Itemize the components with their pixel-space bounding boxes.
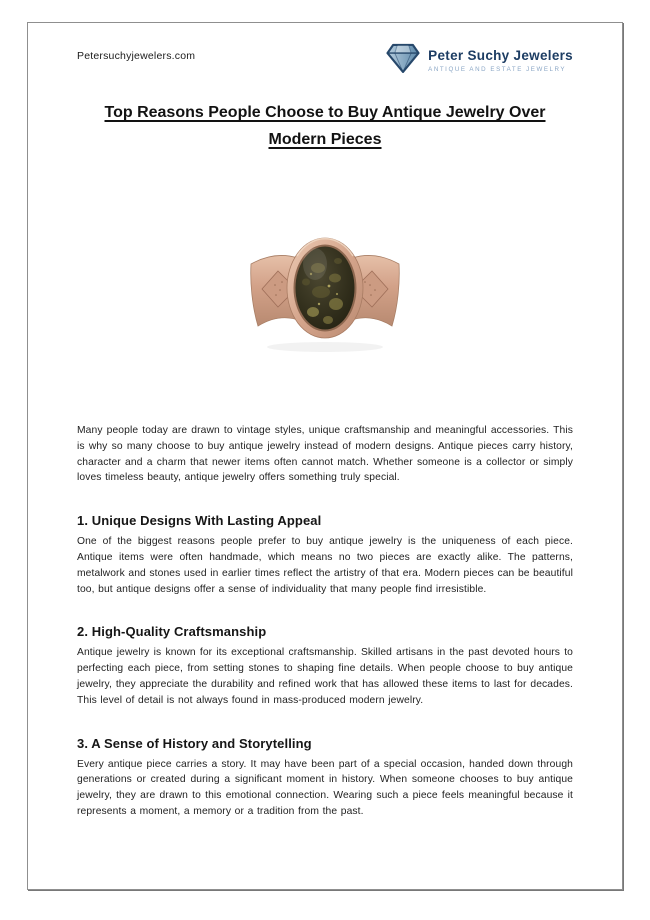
section-3-heading: 3. A Sense of History and Storytelling xyxy=(77,735,312,751)
section-3-paragraph: Every antique piece carries a story. It may have been part of a special occasion, handed down through generations or created during a significant moment in history. When someone chooses to buy antique jewelry, they are drawn to this emotional connection. Wearing such a piece feels meaningful because it represents a moment, a memory or a tradition from the past. xyxy=(77,758,573,817)
section-2-paragraph: Antique jewelry is known for its exceptional craftsmanship. Skilled artisans in the past devoted hours to perfecting each piece, from setting stones to shaping fine details. When people choose to buy antique jewelry, they appreciate the durability and refined work that has allowed these items to last for decades. This level of detail is not always found in mass-produced modern jewelry. xyxy=(77,647,573,706)
page-header xyxy=(77,41,573,81)
intro-paragraph: Many people today are drawn to vintage styles, unique craftsmanship and meaningful accessories. This is why so many choose to buy antique jewelry instead of modern designs. Antique pieces carry history, character and a charm that newer items often cannot match. Whether someone is a collector or simply loves timeless beauty, antique jewelry offers something truly special. xyxy=(77,425,573,484)
antique-ring-illustration xyxy=(249,230,401,354)
brand-logo xyxy=(385,41,573,80)
article-title-line2: Modern Pieces xyxy=(268,131,382,148)
brand-text-block xyxy=(428,48,573,73)
section-3 xyxy=(77,736,573,820)
section-2 xyxy=(77,624,573,708)
section-1-paragraph: One of the biggest reasons people prefer to buy antique jewelry is the uniqueness of each piece. Antique items were often handmade, which means no two pieces are exactly alike. The patterns, metalwork and stones used in earlier times reflect the artistry of that era. Modern pieces can be beautiful too, but antique designs offer a sense of individuality that many people find irresistible. xyxy=(77,536,573,595)
section-1-heading: 1. Unique Designs With Lasting Appeal xyxy=(77,513,322,529)
article-title xyxy=(77,99,573,153)
website-url: Petersuchyjewelers.com xyxy=(77,50,196,62)
brand-name: Peter Suchy Jewelers xyxy=(428,48,573,64)
section-2-heading: 2. High-Quality Craftsmanship xyxy=(77,624,267,640)
diamond-logo-icon xyxy=(385,41,421,80)
ring-photo xyxy=(77,161,573,423)
section-1 xyxy=(77,513,573,597)
document-page xyxy=(27,22,623,890)
brand-tagline: ANTIQUE AND ESTATE JEWELRY xyxy=(428,65,567,73)
article-title-line1: Top Reasons People Choose to Buy Antique Jewelry Over xyxy=(104,104,546,121)
